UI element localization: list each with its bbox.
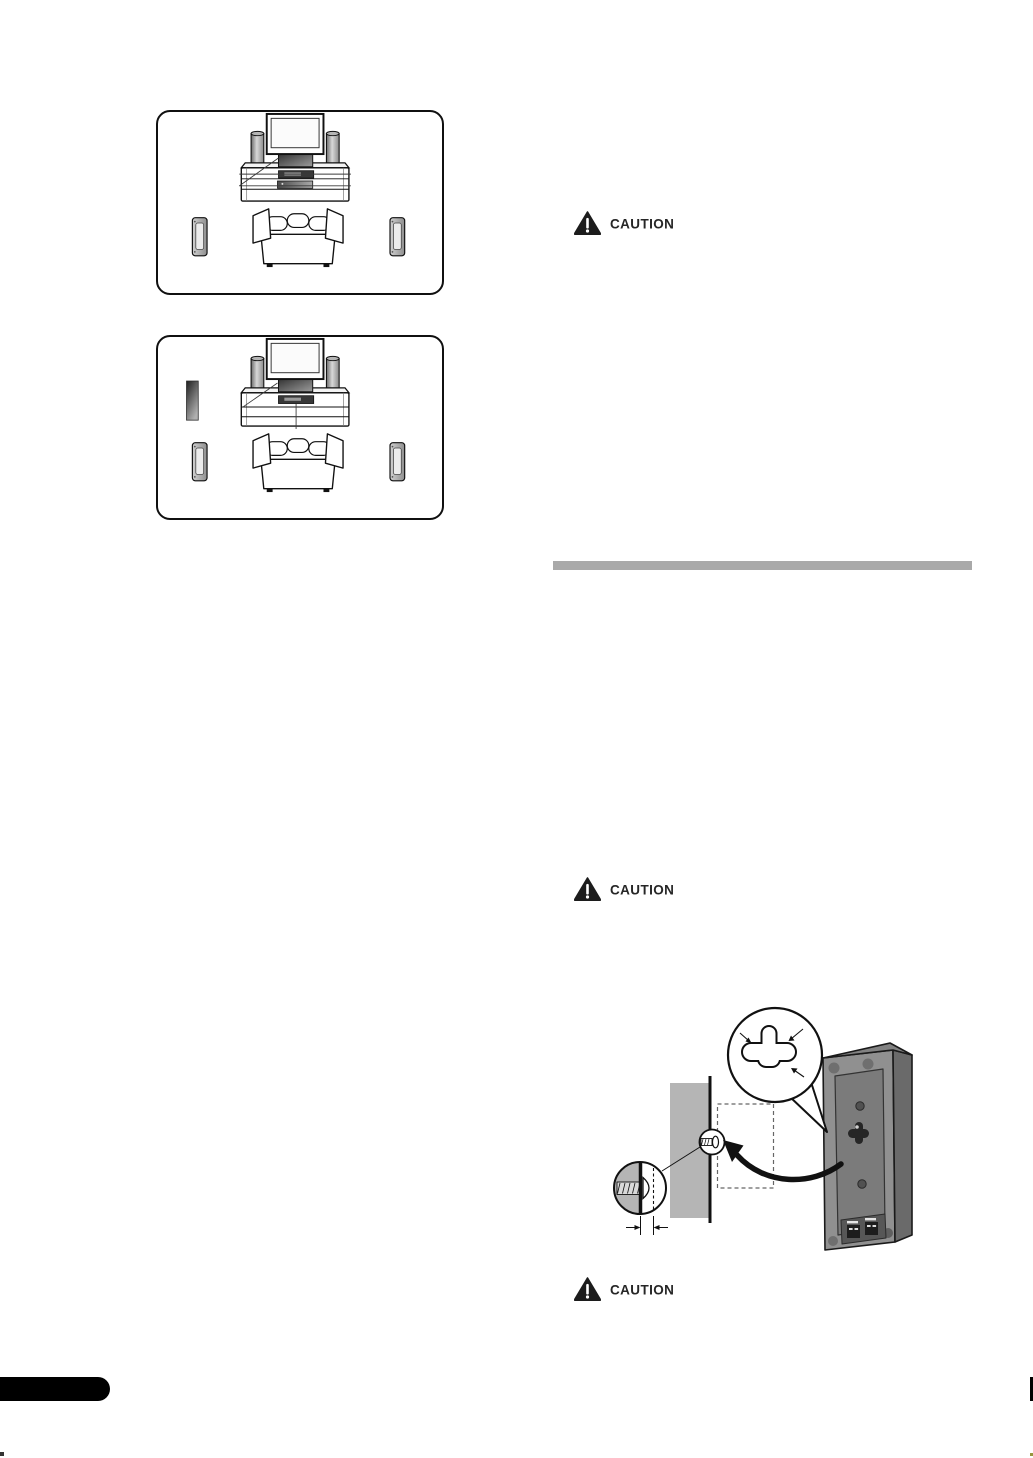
tv-icon <box>267 114 324 154</box>
caution-label: CAUTION <box>610 216 675 231</box>
section-divider-bar <box>553 561 972 570</box>
tv-icon <box>267 339 324 379</box>
wall-screw-detail <box>700 1130 725 1155</box>
caution-label: CAUTION <box>610 882 675 897</box>
page-edge-tab-left <box>0 1377 110 1401</box>
placement-illustration-1 <box>158 112 442 293</box>
warning-triangle-icon <box>574 1277 601 1301</box>
caution-row-2 <box>574 877 674 901</box>
wall-speaker-icon <box>187 381 199 420</box>
speaker-placement-figure-1 <box>156 110 444 295</box>
caution-label: CAUTION <box>610 1282 675 1297</box>
dimension-arrows <box>626 1216 668 1235</box>
av-rack-icon <box>241 163 349 201</box>
page-mark-bottom-left <box>0 1452 4 1456</box>
caution-row-1 <box>574 211 674 235</box>
speaker-back-view <box>823 1043 912 1250</box>
center-speaker-icon <box>278 378 312 392</box>
wall-mount-figure <box>597 1000 937 1260</box>
speaker-placement-figure-2 <box>156 335 444 520</box>
placement-illustration-2 <box>158 337 442 518</box>
center-speaker-icon <box>278 153 312 167</box>
caution-row-3 <box>574 1277 674 1301</box>
warning-triangle-icon <box>574 877 601 901</box>
couch-icon <box>253 434 343 492</box>
couch-icon <box>253 209 343 267</box>
keyhole-callout <box>728 1008 827 1132</box>
screw-depth-inset <box>612 1160 666 1216</box>
av-rack-icon <box>241 388 349 426</box>
warning-triangle-icon <box>574 211 601 235</box>
